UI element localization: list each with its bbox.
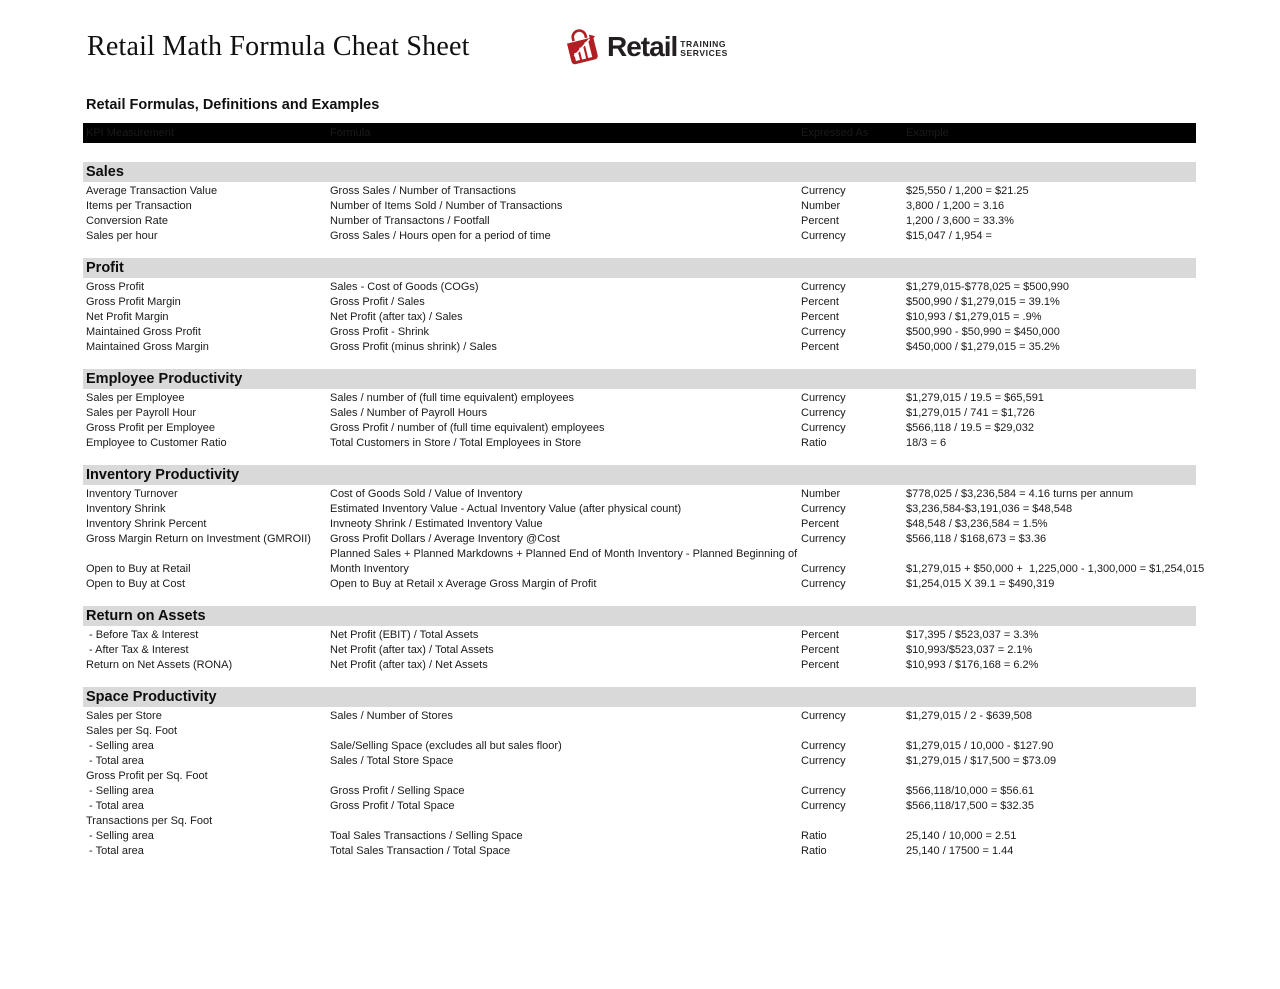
kpi-cell: Employee to Customer Ratio [86, 437, 227, 449]
expressed-as-cell: Percent [801, 311, 839, 323]
kpi-cell: Average Transaction Value [86, 185, 218, 197]
example-cell: $1,254,015 X 39.1 = $490,319 [906, 578, 1055, 590]
formula-cell: Gross Profit - Shrink [330, 326, 430, 338]
section-rows [83, 707, 1196, 859]
kpi-cell: Inventory Turnover [86, 488, 178, 500]
kpi-cell: Items per Transaction [86, 200, 192, 212]
table-row [86, 199, 1196, 214]
expressed-as-cell: Number [801, 200, 841, 212]
example-cell: $1,279,015 / 19.5 = $65,591 [906, 392, 1044, 404]
table-row [86, 517, 1196, 532]
example-cell: $17,395 / $523,037 = 3.3% [906, 629, 1039, 641]
example-cell: $3,236,584-$3,191,036 = $48,548 [906, 503, 1073, 515]
formula-cell: Cost of Goods Sold / Value of Inventory [330, 488, 523, 500]
table-row [86, 643, 1196, 658]
expressed-as-cell: Currency [801, 800, 846, 812]
kpi-cell: Conversion Rate [86, 215, 168, 227]
expressed-as-cell: Currency [801, 578, 846, 590]
kpi-cell: Inventory Shrink [86, 503, 166, 515]
example-cell: $450,000 / $1,279,015 = 35.2% [906, 341, 1060, 353]
column-header-formula: Formula [330, 126, 371, 139]
expressed-as-cell: Currency [801, 281, 846, 293]
example-cell: $566,118 / 19.5 = $29,032 [906, 422, 1034, 434]
expressed-as-cell: Currency [801, 533, 846, 545]
kpi-cell: Maintained Gross Profit [86, 326, 201, 338]
expressed-as-cell: Ratio [801, 437, 827, 449]
expressed-as-cell: Currency [801, 230, 846, 242]
example-cell: $1,279,015 / 741 = $1,726 [906, 407, 1035, 419]
example-cell: $566,118/17,500 = $32.35 [906, 800, 1034, 812]
expressed-as-cell: Ratio [801, 830, 827, 842]
table-row [86, 280, 1196, 295]
expressed-as-cell: Currency [801, 785, 846, 797]
formula-cell: Gross Profit / number of (full time equivalent) employees [330, 422, 605, 434]
column-header-kpi-measurement: KPI Measurement [86, 126, 175, 139]
kpi-cell: Transactions per Sq. Foot [86, 815, 213, 827]
kpi-cell: Net Profit Margin [86, 311, 169, 323]
kpi-cell: Open to Buy at Retail [86, 563, 191, 575]
example-cell: 25,140 / 10,000 = 2.51 [906, 830, 1017, 842]
table-row [86, 391, 1196, 406]
kpi-cell: Gross Profit per Employee [86, 422, 215, 434]
table-row [86, 406, 1196, 421]
formula-cell: Net Profit (EBIT) / Total Assets [330, 629, 479, 641]
kpi-cell: Open to Buy at Cost [86, 578, 186, 590]
kpi-cell: - Before Tax & Interest [86, 629, 199, 641]
example-cell: $1,279,015 / 10,000 - $127.90 [906, 740, 1054, 752]
expressed-as-cell: Ratio [801, 845, 827, 857]
example-cell: $500,990 / $1,279,015 = 39.1% [906, 296, 1060, 308]
formula-cell: Sale/Selling Space (excludes all but sales floor) [330, 740, 562, 752]
table-row [86, 325, 1196, 340]
table-row [86, 562, 1205, 577]
kpi-cell: - Total area [86, 800, 144, 812]
expressed-as-cell: Currency [801, 326, 846, 338]
table-title: Retail Formulas, Definitions and Examples [86, 97, 380, 113]
table-row [86, 295, 1196, 310]
column-header-example: Example [906, 126, 949, 139]
expressed-as-cell: Number [801, 488, 841, 500]
example-cell: $48,548 / $3,236,584 = 1.5% [906, 518, 1048, 530]
kpi-cell: Gross Profit per Sq. Foot [86, 770, 208, 782]
section-space-productivity [83, 687, 1196, 859]
expressed-as-cell: Percent [801, 644, 839, 656]
table-row [86, 502, 1196, 517]
formula-cell: Estimated Inventory Value - Actual Inventory Value (after physical count) [330, 503, 682, 515]
formula-cell: Gross Sales / Number of Transactions [330, 185, 516, 197]
expressed-as-cell: Currency [801, 755, 846, 767]
example-cell: 18/3 = 6 [906, 437, 947, 449]
formula-cell: Sales / Number of Stores [330, 710, 453, 722]
table-row [86, 340, 1196, 355]
table-row [86, 421, 1196, 436]
kpi-cell: - Total area [86, 755, 144, 767]
formula-cell: Gross Profit Dollars / Average Inventory @Cost [330, 533, 560, 545]
table-row [86, 577, 1196, 592]
retail-training-services-logo [563, 28, 728, 66]
example-cell: $10,993 / $176,168 = 6.2% [906, 659, 1039, 671]
example-cell: $1,279,015-$778,025 = $500,990 [906, 281, 1070, 293]
section-employee-productivity [83, 369, 1196, 451]
table-row [86, 769, 1196, 784]
kpi-cell: - Selling area [86, 740, 154, 752]
table-row [86, 709, 1196, 724]
kpi-cell: Gross Profit [86, 281, 145, 293]
example-cell: $1,279,015 / $17,500 = $73.09 [906, 755, 1057, 767]
section-profit [83, 258, 1196, 355]
section-header: Space Productivity [83, 687, 1196, 707]
example-cell: $778,025 / $3,236,584 = 4.16 turns per annum [906, 488, 1134, 500]
table-row [86, 799, 1196, 814]
page-title: Retail Math Formula Cheat Sheet [87, 31, 470, 62]
table-row [86, 310, 1196, 325]
formula-cell: Net Profit (after tax) / Total Assets [330, 644, 494, 656]
table-row [86, 436, 1196, 451]
logo-tagline [680, 40, 728, 59]
formula-cell: Number of Items Sold / Number of Transactions [330, 200, 563, 212]
expressed-as-cell: Currency [801, 185, 846, 197]
formula-cell: Gross Profit / Sales [330, 296, 425, 308]
section-inventory-productivity [83, 465, 1205, 592]
formula-cell: Number of Transactons / Footfall [330, 215, 490, 227]
example-cell: 1,200 / 3,600 = 33.3% [906, 215, 1014, 227]
expressed-as-cell: Percent [801, 341, 839, 353]
formula-cell: Invneoty Shrink / Estimated Inventory Value [330, 518, 543, 530]
table-row [86, 829, 1196, 844]
formula-cell: Sales / Number of Payroll Hours [330, 407, 488, 419]
kpi-cell: Inventory Shrink Percent [86, 518, 207, 530]
section-rows [83, 626, 1196, 673]
formula-cell: Gross Sales / Hours open for a period of time [330, 230, 551, 242]
section-rows [83, 389, 1196, 451]
example-cell: $10,993 / $1,279,015 = .9% [906, 311, 1042, 323]
table-row [86, 784, 1196, 799]
table-header-row [83, 123, 1196, 143]
expressed-as-cell: Percent [801, 629, 839, 641]
table-row [86, 214, 1196, 229]
expressed-as-cell: Currency [801, 710, 846, 722]
formula-cell: Net Profit (after tax) / Sales [330, 311, 463, 323]
formula-cell: Sales / number of (full time equivalent) employees [330, 392, 574, 404]
table-row [86, 739, 1196, 754]
table-row [86, 628, 1196, 643]
formula-cell: Total Customers in Store / Total Employees in Store [330, 437, 582, 449]
logo-brand-text: Retail [607, 31, 678, 62]
section-header: Inventory Productivity [83, 465, 1196, 485]
section-header: Sales [83, 162, 1196, 182]
table-row [86, 229, 1196, 244]
table-row [86, 532, 1196, 547]
table-row [86, 754, 1196, 769]
section-return-on-assets [83, 606, 1196, 673]
table-row [86, 547, 1196, 562]
logo-tagline-line2: SERVICES [680, 48, 728, 58]
expressed-as-cell: Currency [801, 422, 846, 434]
kpi-cell: - After Tax & Interest [86, 644, 189, 656]
example-cell: 25,140 / 17500 = 1.44 [906, 845, 1014, 857]
formula-table [83, 123, 1205, 859]
kpi-cell: Return on Net Assets (RONA) [86, 659, 233, 671]
kpi-cell: Sales per hour [86, 230, 158, 242]
kpi-cell: - Total area [86, 845, 144, 857]
logo-tagline-line1: TRAINING [680, 38, 727, 49]
example-cell: 3,800 / 1,200 = 3.16 [906, 200, 1005, 212]
table-row [86, 184, 1196, 199]
table-row [86, 844, 1196, 859]
section-rows [83, 485, 1205, 592]
kpi-cell: Gross Margin Return on Investment (GMROII) [86, 533, 311, 545]
section-rows [83, 278, 1196, 355]
section-header: Profit [83, 258, 1196, 278]
formula-cell: Open to Buy at Retail x Average Gross Margin of Profit [330, 578, 597, 590]
expressed-as-cell: Currency [801, 563, 846, 575]
section-header: Return on Assets [83, 606, 1196, 626]
expressed-as-cell: Currency [801, 740, 846, 752]
formula-cell: Gross Profit (minus shrink) / Sales [330, 341, 497, 353]
example-cell: $1,279,015 / 2 - $639,508 [906, 710, 1032, 722]
formula-cell: Sales / Total Store Space [330, 755, 454, 767]
example-cell: $15,047 / 1,954 = [906, 230, 992, 242]
example-cell: $566,118/10,000 = $56.61 [906, 785, 1034, 797]
formula-cell: Gross Profit / Total Space [330, 800, 455, 812]
section-sales [83, 162, 1196, 244]
table-row [86, 814, 1196, 829]
formula-cell: Sales - Cost of Goods (COGs) [330, 281, 479, 293]
kpi-cell: - Selling area [86, 785, 154, 797]
expressed-as-cell: Currency [801, 407, 846, 419]
column-header-expressed-as: Expressed As [801, 126, 869, 139]
example-cell: $25,550 / 1,200 = $21.25 [906, 185, 1029, 197]
expressed-as-cell: Currency [801, 392, 846, 404]
formula-cell: Net Profit (after tax) / Net Assets [330, 659, 488, 671]
table-body [83, 143, 1205, 859]
formula-cell: Total Sales Transaction / Total Space [330, 845, 511, 857]
example-cell: $1,279,015 + $50,000 + 1,225,000 - 1,300,000 = $1,254,015 [906, 563, 1205, 575]
kpi-cell: - Selling area [86, 830, 154, 842]
formula-cell: Gross Profit / Selling Space [330, 785, 465, 797]
kpi-cell: Sales per Employee [86, 392, 185, 404]
formula-cell: Month Inventory [330, 563, 409, 575]
kpi-cell: Sales per Store [86, 710, 162, 722]
formula-cell: Planned Sales + Planned Markdowns + Planned End of Month Inventory - Planned Beginning of [330, 548, 798, 560]
section-rows [83, 182, 1196, 244]
example-cell: $566,118 / $168,673 = $3.36 [906, 533, 1047, 545]
kpi-cell: Sales per Payroll Hour [86, 407, 197, 419]
table-row [86, 724, 1196, 739]
example-cell: $10,993/$523,037 = 2.1% [906, 644, 1033, 656]
section-header: Employee Productivity [83, 369, 1196, 389]
expressed-as-cell: Percent [801, 296, 839, 308]
kpi-cell: Sales per Sq. Foot [86, 725, 178, 737]
kpi-cell: Maintained Gross Margin [86, 341, 209, 353]
table-row [86, 658, 1196, 673]
kpi-cell: Gross Profit Margin [86, 296, 181, 308]
table-row [86, 487, 1196, 502]
expressed-as-cell: Percent [801, 659, 839, 671]
expressed-as-cell: Percent [801, 518, 839, 530]
example-cell: $500,990 - $50,990 = $450,000 [906, 326, 1060, 338]
expressed-as-cell: Percent [801, 215, 839, 227]
shopping-bag-icon [563, 28, 605, 66]
formula-cell: Toal Sales Transactions / Selling Space [330, 830, 523, 842]
expressed-as-cell: Currency [801, 503, 846, 515]
